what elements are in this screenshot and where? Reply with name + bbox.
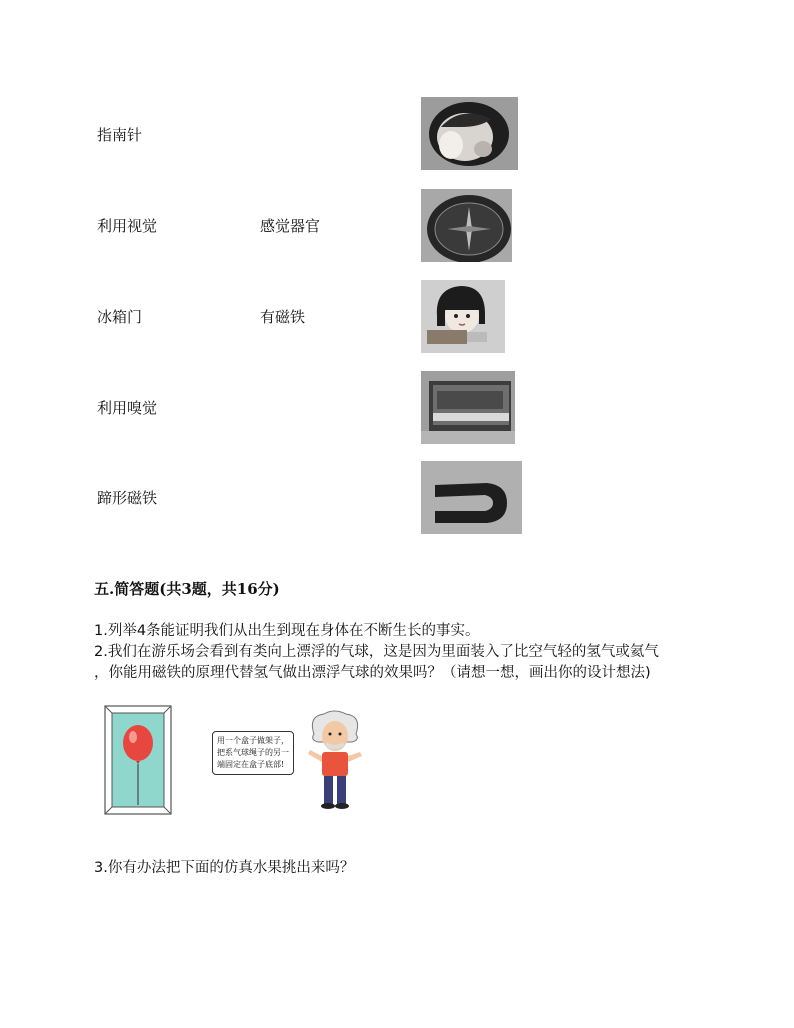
girl-reading-icon <box>421 280 505 353</box>
question-1: 1.列举4条能证明我们从出生到现在身体在不断生长的事实。 <box>94 623 480 639</box>
middle-item-2: 有磁铁 <box>260 308 306 326</box>
speech-bubble <box>212 731 294 775</box>
compass-icon <box>421 189 512 262</box>
left-item-1: 指南针 <box>97 126 143 144</box>
question-2-line-2: ，你能用磁铁的原理代替氢气做出漂浮气球的效果吗？（请想一想，画出你的设计想法) <box>94 665 651 681</box>
face-smelling-icon <box>421 97 518 170</box>
fridge-door-icon <box>421 371 515 444</box>
bubble-line-2: 把系气球绳子的另一 <box>217 748 289 757</box>
question-2-line-1: 2.我们在游乐场会看到有类向上漂浮的气球，这是因为里面装入了比空气轻的氢气或氦气 <box>94 644 659 660</box>
bubble-line-3: 端固定在盒子底部! <box>217 760 285 769</box>
bubble-line-1: 用一个盒子做架子， <box>217 736 289 745</box>
balloon-box-illustration <box>104 705 172 815</box>
scientist-illustration <box>300 710 370 810</box>
horseshoe-magnet-icon <box>421 461 522 534</box>
balloon-box-icon <box>104 705 172 815</box>
scientist-icon <box>300 710 370 810</box>
left-item-3: 冰箱门 <box>97 308 143 326</box>
left-item-5: 蹄形磁铁 <box>97 489 158 507</box>
middle-item-1: 感觉器官 <box>260 217 321 235</box>
left-item-4: 利用嗅觉 <box>97 399 158 417</box>
section-title: 五.简答题(共3题，共16分) <box>94 580 280 598</box>
question-3: 3.你有办法把下面的仿真水果挑出来吗？ <box>94 860 355 876</box>
left-item-2: 利用视觉 <box>97 217 158 235</box>
